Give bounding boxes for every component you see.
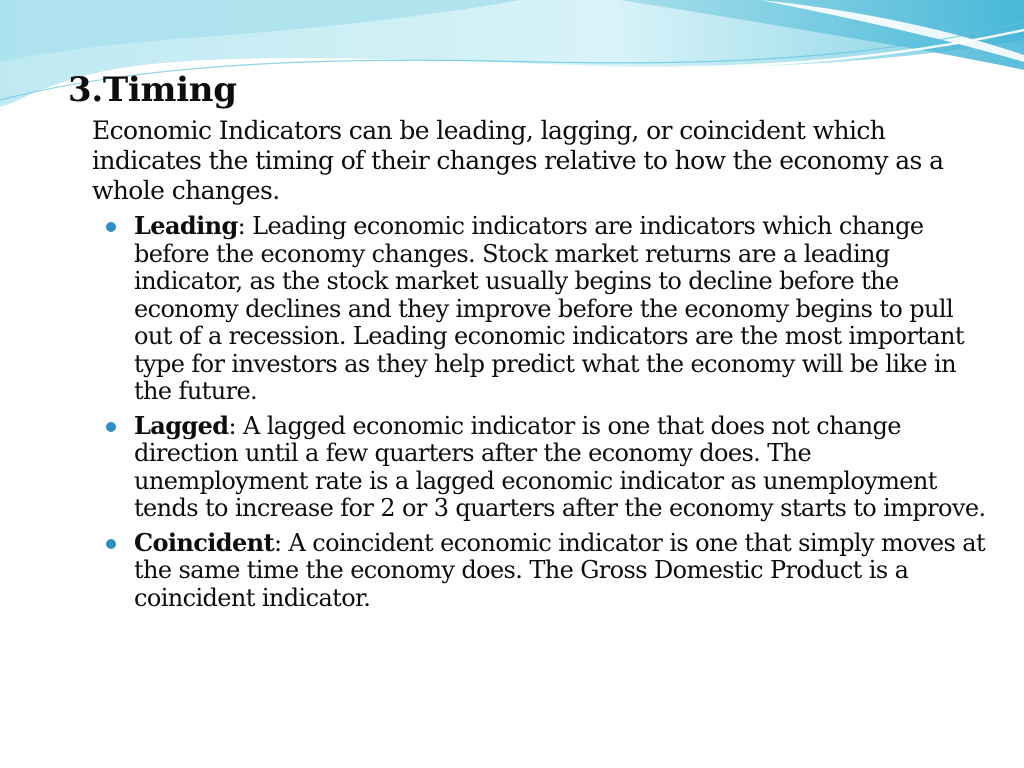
definition-coincident: : A coincident economic indicator is one that simply moves at the same time the economy does. The Gross Domestic Product is a coincident indicator. [134,528,986,612]
bullet-dot-icon [106,222,116,232]
list-item-lagged [106,412,986,523]
term-coincident: Coincident [134,527,274,557]
definition-leading: : Leading economic indicators are indicators which change before the economy changes. Stock market returns are a leading indicator, as the stock market usually begins to decline before the economy declines and they improve before the economy begins to pull out of a recession. Leading economic indicators are the most important type for investors as they help predict what the economy will be like in the future. [134,212,964,405]
indicator-list [106,212,986,618]
term-leading: Leading [134,211,238,240]
bullet-dot-icon [106,539,116,549]
header-wave-decoration [0,0,1024,130]
slide-title: 3.Timing [68,70,237,110]
intro-paragraph: Economic Indicators can be leading, lagging, or coincident which indicates the timing of their changes relative to how the economy as a whole changes. [92,116,944,205]
list-item-coincident [106,529,986,613]
bullet-dot-icon [106,422,116,432]
term-lagged: Lagged [134,410,229,440]
definition-lagged: : A lagged economic indicator is one that does not change direction until a few quarters after the economy does. The unemployment rate is a lagged economic indicator as unemployment tends to increase for 2 or 3 quarters after the economy starts to improve. [134,411,986,522]
list-item-leading [106,212,986,406]
